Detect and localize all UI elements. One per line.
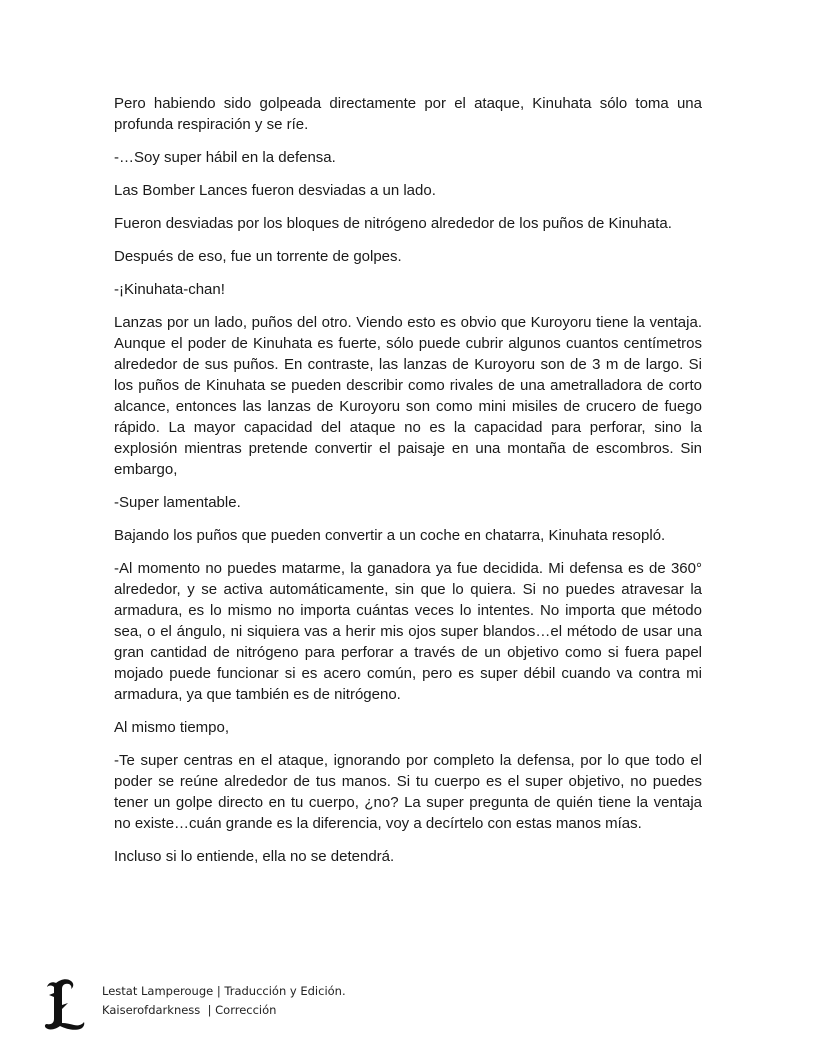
paragraph: Después de eso, fue un torrente de golpes. bbox=[114, 248, 402, 265]
paragraph: Al mismo tiempo, bbox=[114, 719, 230, 736]
paragraph: -Te super centras en el ataque, ignorando por completo la defensa, por lo que todo el poder se reúne alrededor de tus manos. Si tu cuerpo es el super objetivo, no puedes tener un golpe directo en tu cuerpo, ¿no? La super pregunta de quién tiene la ventaja no existe…cuán grande es la diferencia, voy a decírtelo con estas manos mías. bbox=[114, 752, 702, 832]
paragraph: Lanzas por un lado, puños del otro. Viendo esto es obvio que Kuroyoru tiene la ventaja. Aunque el poder de Kinuhata es fuerte, sólo puede cubrir algunos cuantos centímetros alrededor de sus puños. En contraste, las lanzas de Kuroyoru son de 3 m de largo. Si los puños de Kinuhata se pueden describir como rivales de una ametralladora de corto alcance, entonces las lanzas de Kuroyoru son como mini misiles de crucero de fuego rápido. La mayor capacidad del ataque no es la capacidad para perforar, sino la explosión mientras pretende convertir el paisaje en una montaña de escombros. Sin embargo, bbox=[114, 314, 702, 478]
paragraph: Fueron desviadas por los bloques de nitrógeno alrededor de los puños de Kinuhata. bbox=[114, 215, 672, 232]
paragraph: Las Bomber Lances fueron desviadas a un lado. bbox=[114, 182, 436, 199]
credit-correction: Kaiserofdarkness | Corrección bbox=[102, 1003, 277, 1017]
paragraph: Bajando los puños que pueden convertir a un coche en chatarra, Kinuhata resopló. bbox=[114, 527, 666, 544]
paragraph: -Al momento no puedes matarme, la ganadora ya fue decidida. Mi defensa es de 360° alrededor, y se activa automáticamente, sin que lo quiera. Si no puedes atravesar la armadura, es lo mismo no importa cuántas veces lo intentes. No importa que método sea, o el ángulo, ni siquiera vas a herir mis ojos super blandos…el método de usar una gran cantidad de nitrógeno para perforar a través de un objetivo como si fuera papel mojado puede funcionar si es acero común, pero es super débil cuando va contra mi armadura, ya que también es de nitrógeno. bbox=[114, 560, 702, 703]
page-footer bbox=[0, 975, 816, 1035]
paragraph: -Super lamentable. bbox=[114, 494, 241, 511]
paragraph: -…Soy super hábil en la defensa. bbox=[114, 149, 336, 166]
paragraph: Incluso si lo entiende, ella no se detendrá. bbox=[114, 848, 395, 865]
footer-credits bbox=[102, 982, 346, 1020]
credit-translation: Lestat Lamperouge | Traducción y Edición. bbox=[102, 984, 346, 998]
paragraph: -¡Kinuhata-chan! bbox=[114, 281, 225, 298]
body-text bbox=[114, 93, 702, 879]
gothic-letter-l-logo-icon bbox=[40, 975, 88, 1035]
paragraph: Pero habiendo sido golpeada directamente por el ataque, Kinuhata sólo toma una profunda respiración y se ríe. bbox=[114, 95, 702, 133]
